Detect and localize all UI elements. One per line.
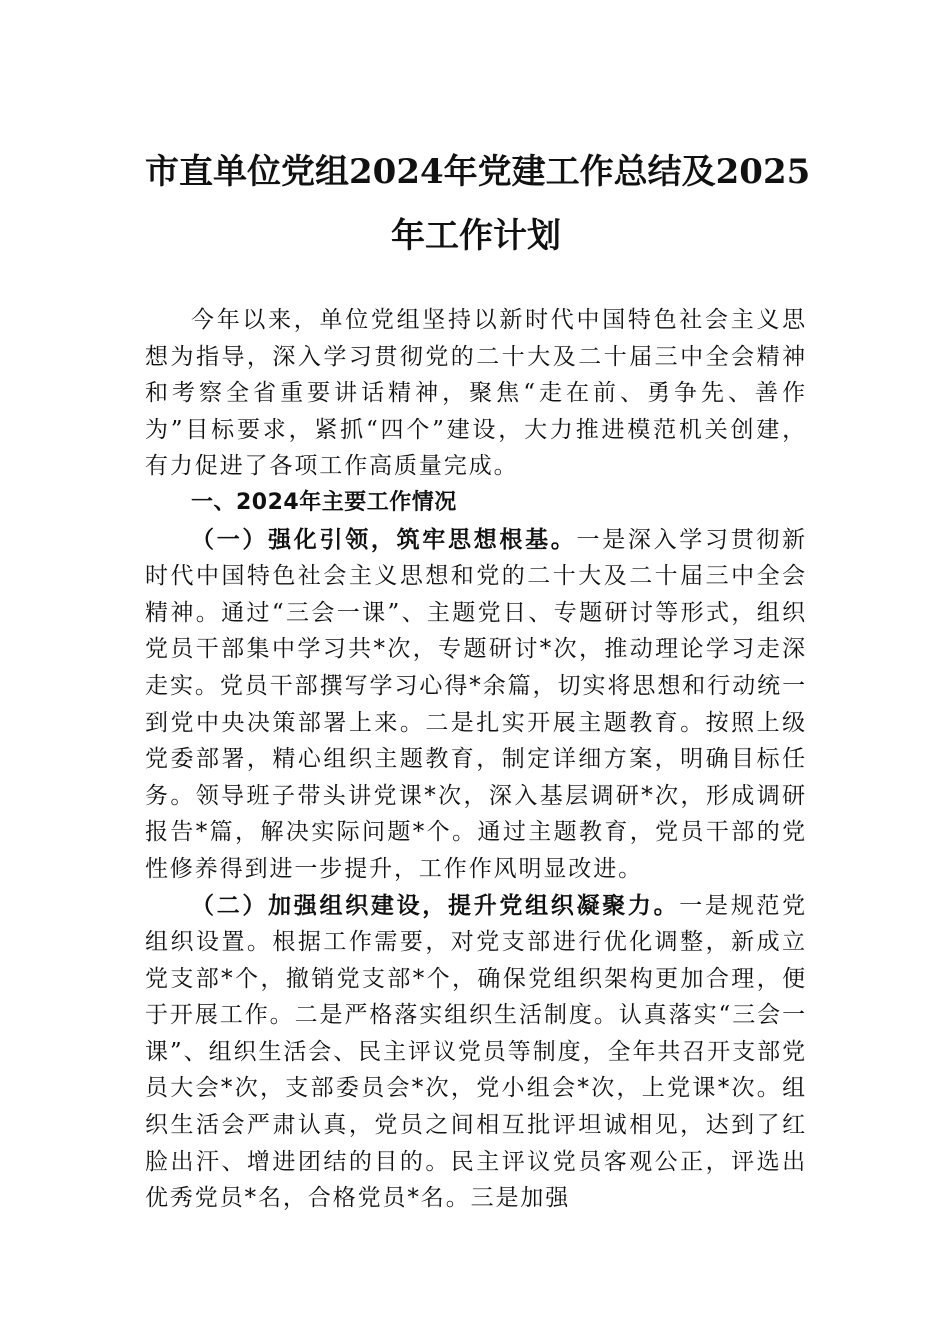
intro-paragraph: 今年以来，单位党组坚持以新时代中国特色社会主义思想为指导，深入学习贯彻党的二十大及二十届三中全会精神和考察全省重要讲话精神，聚焦“走在前、勇争先、善作为”目标要求，紧抓“四个”建设，大力推进模范机关创建，有力促进了各项工作高质量完成。: [145, 307, 807, 480]
document-page: [145, 140, 811, 1217]
subsection-paragraph-2: [145, 888, 807, 1217]
subsection-paragraph-1: [145, 522, 807, 888]
subsection-body-1: 一是深入学习贯彻新时代中国特色社会主义思想和党的二十大及二十届三中全会精神。通过“三会一课”、主题党日、专题研讨等形式，组织党员干部集中学习共*次，专题研讨*次，推动理论学习走深走实。党员干部撰写学习心得*余篇，切实将思想和行动统一到党中央决策部署上来。二是扎实开展主题教育。按照上级党委部署，精心组织主题教育，制定详细方案，明确目标任务。领导班子带头讲党课*次，深入基层调研*次，形成调研报告*篇，解决实际问题*个。通过主题教育，党员干部的党性修养得到进一步提升，工作作风明显改进。: [145, 526, 807, 882]
subsection-body-2: 一是规范党组织设置。根据工作需要，对党支部进行优化调整，新成立党支部*个，撤销党支部*个，确保党组织架构更加合理，便于开展工作。二是严格落实组织生活制度。认真落实“三会一课”、组织生活会、民主评议党员等制度，全年共召开支部党员大会*次，支部委员会*次，党小组会*次，上党课*次。组织生活会严肃认真，党员之间相互批评坦诚相见，达到了红脸出汗、增进团结的目的。民主评议党员客观公正，评选出优秀党员*名，合格党员*名。三是加强: [145, 892, 807, 1212]
subsection-heading-1: （一）强化引领，筑牢思想根基。: [191, 525, 577, 553]
subsection-heading-2: （二）加强组织建设，提升党组织凝聚力。: [191, 891, 680, 919]
section-heading-1: 一、2024年主要工作情况: [191, 489, 457, 515]
document-title-line1: 市直单位党组2024年党建工作总结及2025: [145, 152, 811, 192]
document-title-line2: 年工作计划: [391, 216, 561, 256]
